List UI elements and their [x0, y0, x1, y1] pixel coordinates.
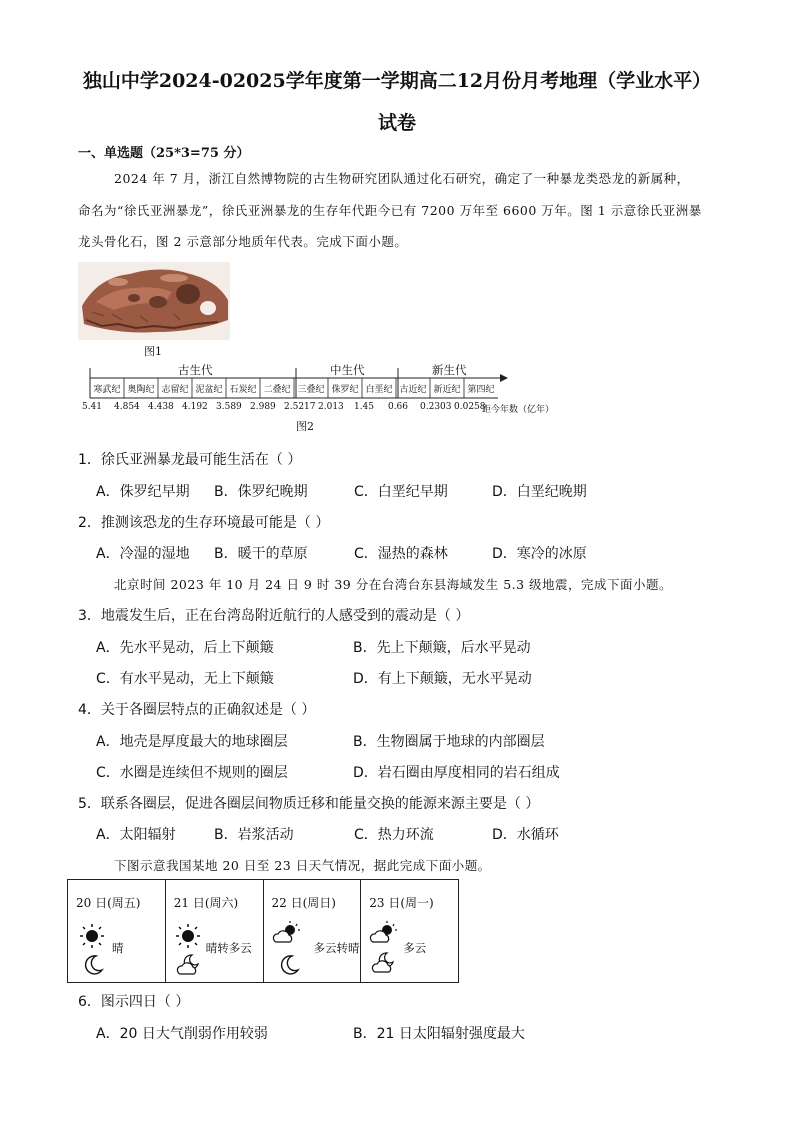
intro-line-1: 2024 年 7 月，浙江自然博物院的古生物研究团队通过化石研究，确定了一种暴龙类恐龙的新属种， — [114, 171, 690, 186]
sun-icon — [78, 924, 106, 948]
weather-day-22 — [264, 880, 362, 982]
q5-option-c[interactable]: C．热力环流 — [354, 827, 434, 843]
period-label: 侏罗纪 — [331, 385, 359, 395]
age-tick-label: 4.438 — [148, 402, 174, 412]
q4-option-d[interactable]: D．岩石圈由厚度相同的岩石组成 — [353, 765, 560, 781]
period-label: 二叠纪 — [263, 385, 291, 395]
q1-option-a[interactable]: A．侏罗纪早期 — [96, 484, 190, 500]
age-tick-label: 0.2303 — [420, 402, 452, 412]
moon-icon — [82, 954, 104, 976]
age-tick-label: 5.41 — [81, 402, 103, 412]
figure1-caption: 图1 — [144, 345, 162, 358]
q2-option-b[interactable]: B．暖干的草原 — [214, 546, 308, 562]
age-tick-label: 3.589 — [216, 402, 242, 412]
q3-option-d[interactable]: D．有上下颠簸，无水平晃动 — [353, 671, 532, 687]
q3-option-a[interactable]: A．先水平晃动，后上下颠簸 — [96, 640, 274, 656]
q4-option-b[interactable]: B．生物圈属于地球的内部圈层 — [353, 734, 545, 750]
q1-option-c[interactable]: C．白垩纪早期 — [354, 484, 448, 500]
cloud-moon-icon — [369, 950, 399, 974]
timeline-unit: 距今年数（亿年） — [482, 405, 555, 415]
q6-option-b[interactable]: B．21 日太阳辐射强度最大 — [353, 1026, 525, 1042]
q2-option-d[interactable]: D．寒冷的冰原 — [492, 546, 587, 562]
age-tick-label: 2.989 — [250, 402, 276, 412]
exam-title-line2: 试卷 — [377, 112, 416, 134]
question-3: 3．地震发生后，正在台湾岛附近航行的人感受到的震动是（ ） — [78, 608, 470, 624]
weather-day-label: 20 日(周五) — [76, 896, 141, 910]
section-heading: 一、单选题（25*3=75 分） — [78, 146, 250, 161]
period-label: 第四纪 — [467, 385, 495, 395]
weather-table — [67, 879, 459, 983]
q2-option-c[interactable]: C．湿热的森林 — [354, 546, 448, 562]
question-6: 6．图示四日（ ） — [78, 994, 190, 1010]
q2-option-a[interactable]: A．冷湿的湿地 — [96, 546, 190, 562]
cloud-sun-icon — [369, 920, 399, 946]
age-tick-label: 0.66 — [387, 402, 409, 412]
period-label: 三叠纪 — [297, 385, 325, 395]
q6-option-a[interactable]: A．20 日大气削弱作用较弱 — [96, 1026, 268, 1042]
quake-intro: 北京时间 2023 年 10 月 24 日 9 时 39 分在台湾台东县海域发生 5.3 级地震，完成下面小题。 — [114, 577, 673, 592]
era-label-cenozoic: 新生代 — [432, 363, 467, 377]
period-label: 泥盆纪 — [195, 385, 223, 395]
period-label: 石炭纪 — [229, 385, 257, 395]
period-label: 志留纪 — [161, 385, 189, 395]
intro-line-3: 龙头骨化石，图 2 示意部分地质年代表。完成下面小题。 — [78, 234, 408, 249]
fossil-skull-image — [78, 262, 230, 340]
cloud-sun-icon — [272, 920, 302, 946]
weather-intro: 下图示意我国某地 20 日至 23 日天气情况，据此完成下面小题。 — [114, 858, 491, 873]
weather-day-label: 23 日(周一) — [369, 896, 434, 910]
moon-icon — [278, 954, 300, 976]
q1-option-b[interactable]: B．侏罗纪晚期 — [214, 484, 308, 500]
age-tick-label: 1.45 — [353, 402, 375, 412]
question-1: 1．徐氏亚洲暴龙最可能生活在（ ） — [78, 452, 302, 468]
weather-day-label: 21 日(周六) — [173, 896, 239, 910]
era-label-mesozoic: 中生代 — [330, 363, 365, 377]
q5-option-d[interactable]: D．水循环 — [492, 827, 559, 843]
cloud-moon-icon — [174, 952, 204, 976]
weather-day-label: 22 日(周日) — [271, 896, 336, 910]
intro-line-2: 命名为“徐氏亚洲暴龙”，徐氏亚洲暴龙的生存年代距今已有 7200 万年至 6600 万年。图 1 示意徐氏亚洲暴 — [78, 203, 702, 218]
weather-day-20 — [68, 880, 166, 982]
weather-desc: 晴 — [112, 941, 124, 955]
period-label: 古近纪 — [399, 385, 427, 395]
q5-option-a[interactable]: A．太阳辐射 — [96, 827, 176, 843]
period-label: 寒武纪 — [93, 385, 121, 395]
age-tick-label: 4.854 — [114, 402, 140, 412]
question-5: 5．联系各圈层，促进各圈层间物质迁移和能量交换的能源来源主要是（ ） — [78, 796, 540, 812]
weather-day-23 — [361, 880, 458, 982]
age-tick-label: 2.013 — [318, 402, 344, 412]
weather-day-21 — [166, 880, 264, 982]
exam-title: 独山中学2024-02025学年度第一学期高二12月份月考地理（学业水平） — [82, 70, 712, 92]
weather-desc: 晴转多云 — [205, 941, 252, 955]
age-tick-label: 2.5217 — [284, 402, 316, 412]
q1-option-d[interactable]: D．白垩纪晚期 — [492, 484, 587, 500]
age-tick-label: 4.192 — [182, 402, 208, 412]
q3-option-b[interactable]: B．先上下颠簸，后水平晃动 — [353, 640, 531, 656]
weather-desc: 多云转晴 — [313, 941, 360, 955]
era-label-paleozoic: 古生代 — [178, 363, 213, 377]
question-2: 2．推测该恐龙的生存环境最可能是（ ） — [78, 515, 330, 531]
q3-option-c[interactable]: C．有水平晃动，无上下颠簸 — [96, 671, 274, 687]
q5-option-b[interactable]: B．岩浆活动 — [214, 827, 294, 843]
period-label: 白垩纪 — [365, 385, 393, 395]
period-label: 新近纪 — [433, 385, 461, 395]
age-tick-label: 0.0258 — [454, 402, 486, 412]
period-label: 奥陶纪 — [127, 385, 155, 395]
weather-desc: 多云 — [403, 941, 427, 955]
figure2-caption: 图2 — [296, 420, 314, 433]
q4-option-a[interactable]: A．地壳是厚度最大的地球圈层 — [96, 734, 288, 750]
sun-icon — [174, 924, 202, 948]
question-4: 4．关于各圈层特点的正确叙述是（ ） — [78, 702, 316, 718]
q4-option-c[interactable]: C．水圈是连续但不规则的圈层 — [96, 765, 288, 781]
